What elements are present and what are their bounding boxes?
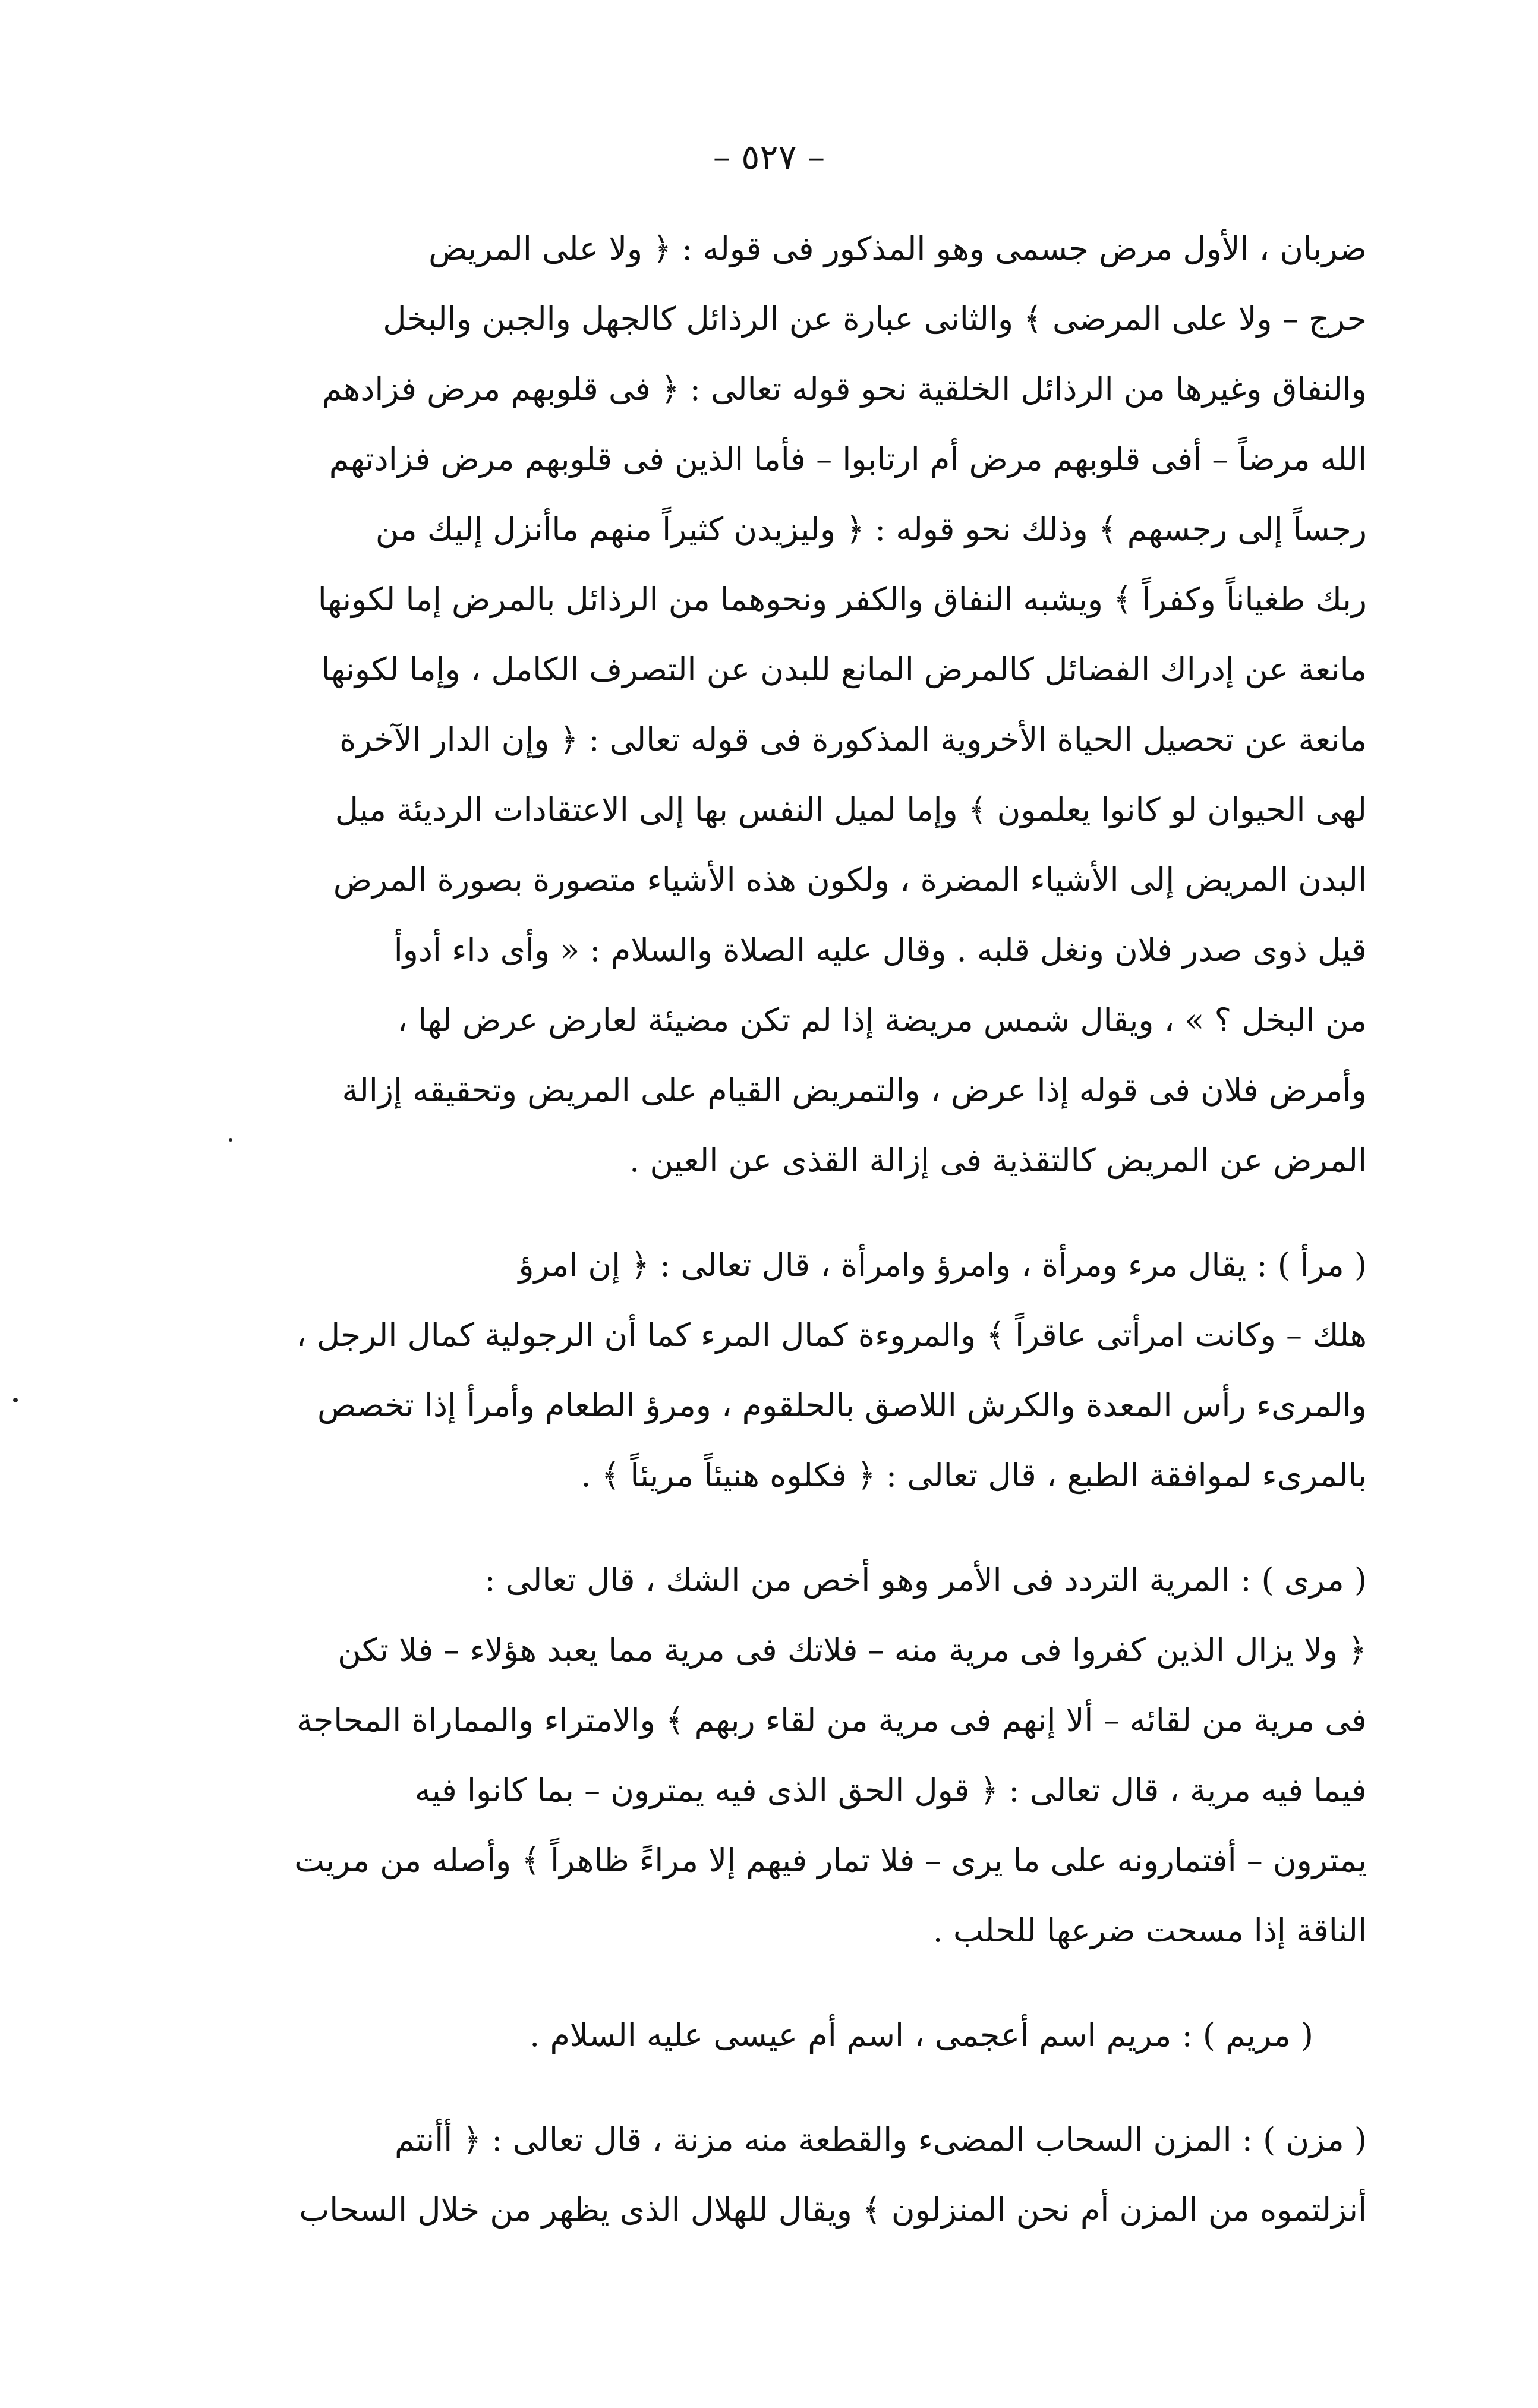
text-line: وأمرض فلان فى قوله إذا عرض ، والتمريض القيام على المريض وتحقيقه إزالة — [342, 1071, 1367, 1109]
text-line: ضربان ، الأول مرض جسمى وهو المذكور فى قوله : ﴿ ولا على المريض — [428, 230, 1367, 267]
text-line: رجساً إلى رجسهم ﴾ وذلك نحو قوله : ﴿ وليزيدن كثيراً منهم ماأنزل إليك من — [375, 510, 1367, 548]
text-line: والمرىء رأس المعدة والكرش اللاصق بالحلقوم ، ومرؤ الطعام وأمرأ إذا تخصص — [317, 1386, 1367, 1424]
text-line: مانعة عن إدراك الفضائل كالمرض المانع للبدن عن التصرف الكامل ، وإما لكونها — [321, 651, 1367, 688]
text-line: فى مرية من لقائه – ألا إنهم فى مرية من لقاء ربهم ﴾ والامتراء والمماراة المحاجة — [296, 1701, 1367, 1739]
paragraph-marad-continuation — [229, 214, 1367, 1196]
text-line: ( مريم ) : مريم اسم أعجمى ، اسم أم عيسى عليه السلام . — [530, 2016, 1313, 2054]
entry-maryam — [229, 2000, 1367, 2070]
text-line: الناقة إذا مسحت ضرعها للحلب . — [932, 1912, 1367, 1949]
text-line: هلك – وكانت امرأتى عاقراً ﴾ والمروءة كمال المرء كما أن الرجولية كمال الرجل ، — [296, 1316, 1367, 1354]
entry-muzn — [229, 2105, 1367, 2245]
text-line: من البخل ؟ » ، ويقال شمس مريضة إذا لم تكن مضيئة لعارض عرض لها ، — [397, 1001, 1367, 1039]
text-line: يمترون – أفتمارونه على ما يرى – فلا تمار فيهم إلا مراءً ظاهراً ﴾ وأصله من مريت — [294, 1842, 1367, 1879]
text-line: قيل ذوى صدر فلان ونغل قلبه . وقال عليه الصلاة والسلام : « وأى داء أدوأ — [393, 931, 1367, 969]
body-text — [229, 214, 1367, 2245]
text-line: ربك طغياناً وكفراً ﴾ ويشبه النفاق والكفر ونحوهما من الرذائل بالمرض إما لكونها — [317, 581, 1367, 618]
text-line: ﴿ ولا يزال الذين كفروا فى مرية منه – فلاتك فى مرية مما يعبد هؤلاء – فلا تكن — [338, 1631, 1367, 1669]
text-line: ( مرأ ) : يقال مرء ومرأة ، وامرؤ وامرأة ، قال تعالى : ﴿ إن امرؤ — [518, 1246, 1367, 1284]
text-line: مانعة عن تحصيل الحياة الأخروية المذكورة فى قوله تعالى : ﴿ وإن الدار الآخرة — [339, 721, 1367, 758]
text-line: الله مرضاً – أفى قلوبهم مرض أم ارتابوا – فأما الذين فى قلوبهم مرض فزادتهم — [329, 440, 1367, 478]
text-line: ( مزن ) : المزن السحاب المضىء والقطعة منه مزنة ، قال تعالى : ﴿ أأنتم — [394, 2121, 1367, 2158]
scan-speck — [229, 1138, 232, 1142]
text-line: البدن المريض إلى الأشياء المضرة ، ولكون هذه الأشياء متصورة بصورة المرض — [333, 861, 1367, 899]
text-line: حرج – ولا على المرضى ﴾ والثانى عبارة عن الرذائل كالجهل والجبن والبخل — [383, 300, 1367, 338]
scan-speck — [13, 1398, 18, 1402]
text-line: ( مرى ) : المرية التردد فى الأمر وهو أخص من الشك ، قال تعالى : — [484, 1561, 1367, 1599]
text-line: أنزلتموه من المزن أم نحن المنزلون ﴾ ويقال للهلال الذى يظهر من خلال السحاب — [299, 2191, 1367, 2229]
entry-mara — [229, 1545, 1367, 1966]
text-line: المرض عن المريض كالتقذية فى إزالة القذى عن العين . — [629, 1142, 1367, 1179]
text-line: فيما فيه مرية ، قال تعالى : ﴿ قول الحق الذى فيه يمترون – بما كانوا فيه — [414, 1772, 1367, 1809]
entry-mar-a — [229, 1230, 1367, 1511]
text-line: لهى الحيوان لو كانوا يعلمون ﴾ وإما لميل النفس بها إلى الاعتقادات الرديئة ميل — [335, 791, 1367, 828]
text-line: بالمرىء لموافقة الطبع ، قال تعالى : ﴿ فكلوه هنيئاً مريئاً ﴾ . — [581, 1457, 1367, 1494]
text-line: والنفاق وغيرها من الرذائل الخلقية نحو قوله تعالى : ﴿ فى قلوبهم مرض فزادهم — [322, 370, 1367, 408]
page-number: – ٥٢٧ – — [713, 137, 825, 177]
